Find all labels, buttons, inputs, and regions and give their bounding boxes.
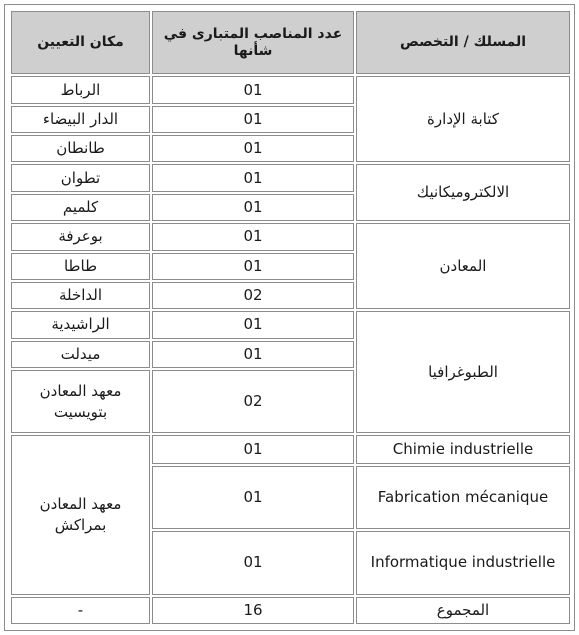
location-cell: الراشيدية bbox=[11, 311, 150, 338]
table-row bbox=[11, 435, 570, 463]
location-cell: معهد المعادن بتويسيت bbox=[11, 370, 150, 433]
header-row bbox=[11, 11, 570, 74]
count-cell: 01 bbox=[152, 135, 354, 162]
location-cell: معهد المعادن بمراكش bbox=[11, 435, 150, 594]
table-row bbox=[11, 76, 570, 103]
count-cell: 02 bbox=[152, 282, 354, 309]
track-cell: Fabrication mécanique bbox=[356, 466, 570, 529]
header-location: مكان التعيين bbox=[11, 11, 150, 74]
count-cell: 01 bbox=[152, 531, 354, 594]
table-row bbox=[11, 164, 570, 191]
positions-table bbox=[9, 9, 572, 626]
location-cell: ميدلت bbox=[11, 341, 150, 368]
location-cell: الرباط bbox=[11, 76, 150, 103]
count-cell: 01 bbox=[152, 76, 354, 103]
count-cell: 01 bbox=[152, 253, 354, 280]
count-cell: 01 bbox=[152, 223, 354, 250]
location-cell: الدار البيضاء bbox=[11, 106, 150, 133]
location-cell: طاطا bbox=[11, 253, 150, 280]
count-cell: 01 bbox=[152, 466, 354, 529]
track-cell: الطبوغرافيا bbox=[356, 311, 570, 433]
total-location-cell: - bbox=[11, 597, 150, 624]
count-cell: 01 bbox=[152, 194, 354, 221]
track-cell: Chimie industrielle bbox=[356, 435, 570, 463]
count-cell: 02 bbox=[152, 370, 354, 433]
count-cell: 01 bbox=[152, 435, 354, 463]
location-cell: كلميم bbox=[11, 194, 150, 221]
total-row bbox=[11, 597, 570, 624]
count-cell: 01 bbox=[152, 164, 354, 191]
header-positions-count: عدد المناصب المتبارى في شأنها bbox=[152, 11, 354, 74]
count-cell: 01 bbox=[152, 341, 354, 368]
table-row bbox=[11, 311, 570, 338]
total-count-cell: 16 bbox=[152, 597, 354, 624]
count-cell: 01 bbox=[152, 106, 354, 133]
count-cell: 01 bbox=[152, 311, 354, 338]
location-cell: بوعرفة bbox=[11, 223, 150, 250]
table-frame bbox=[4, 4, 575, 631]
track-cell: الالكتروميكانيك bbox=[356, 164, 570, 221]
header-track: المسلك / التخصص bbox=[356, 11, 570, 74]
track-cell: المعادن bbox=[356, 223, 570, 309]
total-label-cell: المجموع bbox=[356, 597, 570, 624]
location-cell: تطوان bbox=[11, 164, 150, 191]
track-cell: كتابة الإدارة bbox=[356, 76, 570, 162]
location-cell: الداخلة bbox=[11, 282, 150, 309]
track-cell: Informatique industrielle bbox=[356, 531, 570, 594]
location-cell: طانطان bbox=[11, 135, 150, 162]
table-row bbox=[11, 223, 570, 250]
